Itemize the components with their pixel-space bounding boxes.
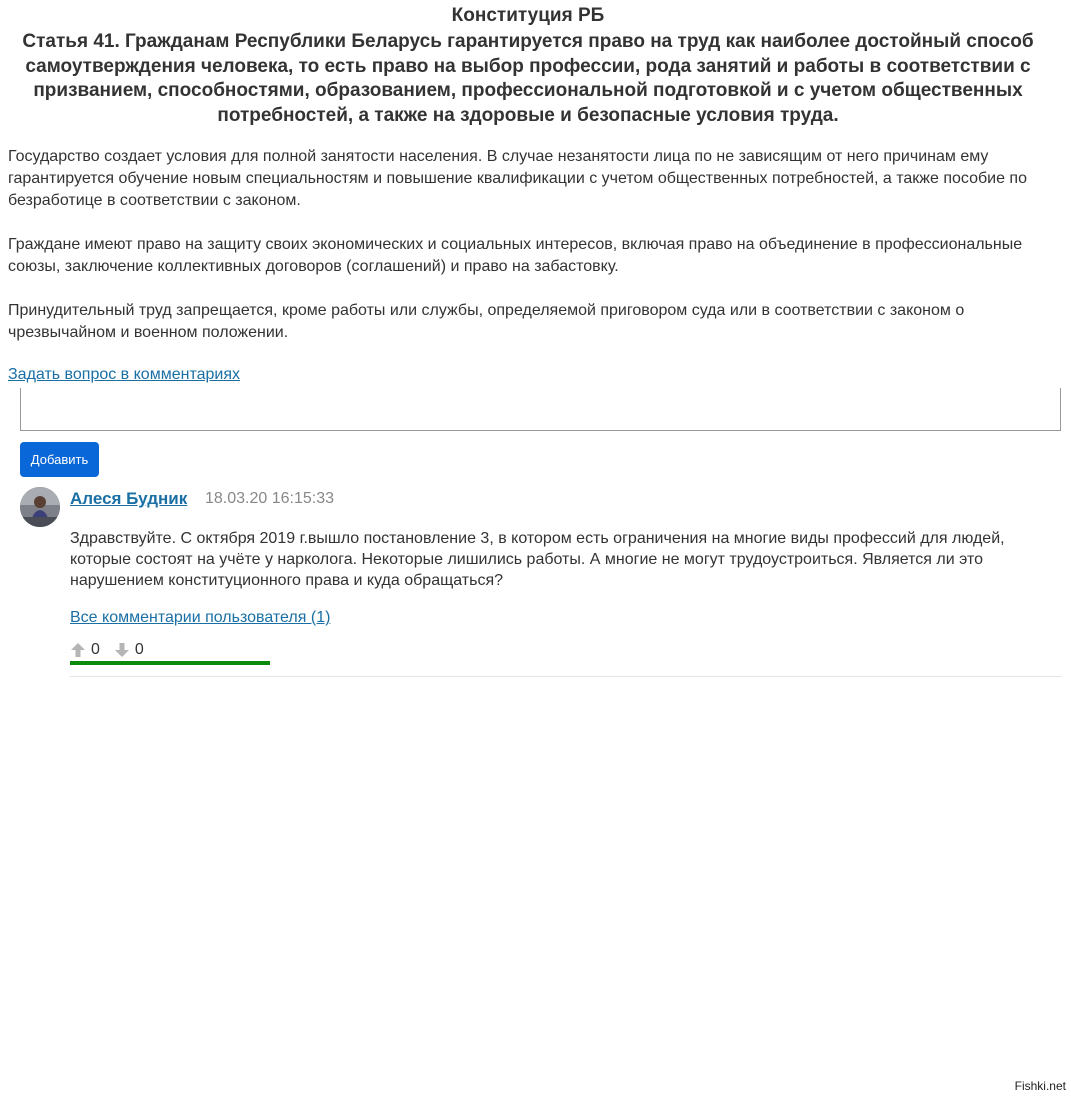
vote-down-count: 0: [134, 641, 144, 658]
vote-up-count: 0: [91, 641, 100, 658]
vote-ratio-bar: [70, 661, 270, 665]
arrow-up-icon: [70, 642, 86, 658]
article-paragraph: Граждане имеют право на защиту своих экономических и социальных интересов, включая право на объединение в профессиональные союзы, заключение коллективных договоров (соглашений) и право на забастовку.: [8, 236, 1023, 275]
arrow-down-icon: [114, 642, 130, 658]
all-user-comments-link[interactable]: Все комментарии пользователя (1): [70, 609, 331, 626]
vote-up-button[interactable]: [70, 641, 100, 659]
watermark: Fishki.net: [1014, 1079, 1066, 1093]
avatar[interactable]: [20, 487, 60, 527]
comment-text: Здравствуйте. С октября 2019 г.вышло постановление 3, в котором есть ограничения на многие виды профессий для людей, которые состоят на учёте у нарколога. Некоторые лишились работы. А многие не могут трудоустроиться. Является ли это нарушением конституционного права и куда обращаться?: [70, 530, 1005, 589]
article-title: Статья 41. Гражданам Республики Беларусь гарантируется право на труд как наиболее достойный способ самоутверждения человека, то есть право на выбор профессии, рода занятий и работы в соответствии с призванием, способностями, образованием, профессиональной подготовкой и с учетом общественных потребностей, а также на здоровые и безопасные условия труда.: [22, 31, 1034, 126]
comment-votes: [70, 640, 158, 660]
comment-input[interactable]: [21, 388, 1060, 430]
article-body: [8, 146, 1058, 366]
user-photo-icon: [20, 487, 60, 527]
vote-ratio-fill: [70, 661, 270, 665]
comment-divider: [70, 676, 1062, 677]
article-header: [0, 4, 1056, 128]
vote-down-button[interactable]: [114, 641, 144, 659]
comment-author-link[interactable]: Алеся Будник: [70, 489, 188, 508]
comment-input-box[interactable]: [20, 388, 1061, 431]
ask-question-link[interactable]: Задать вопрос в комментариях: [8, 366, 240, 383]
comment-date: 18.03.20 16:15:33: [205, 490, 335, 507]
add-comment-button[interactable]: Добавить: [20, 442, 99, 477]
article-paragraph: Государство создает условия для полной занятости населения. В случае незанятости лица по не зависящим от него причинам ему гарантируется обучение новым специальностям и повышение квалификации с учетом общественных потребностей, а также пособие по безработице в соответствии с законом.: [8, 148, 1027, 209]
document-title: Конституция РБ: [451, 5, 605, 26]
article-paragraph: Принудительный труд запрещается, кроме работы или службы, определяемой приговором суда или в соответствии с законом о чрезвычайном и военном положении.: [8, 302, 965, 341]
